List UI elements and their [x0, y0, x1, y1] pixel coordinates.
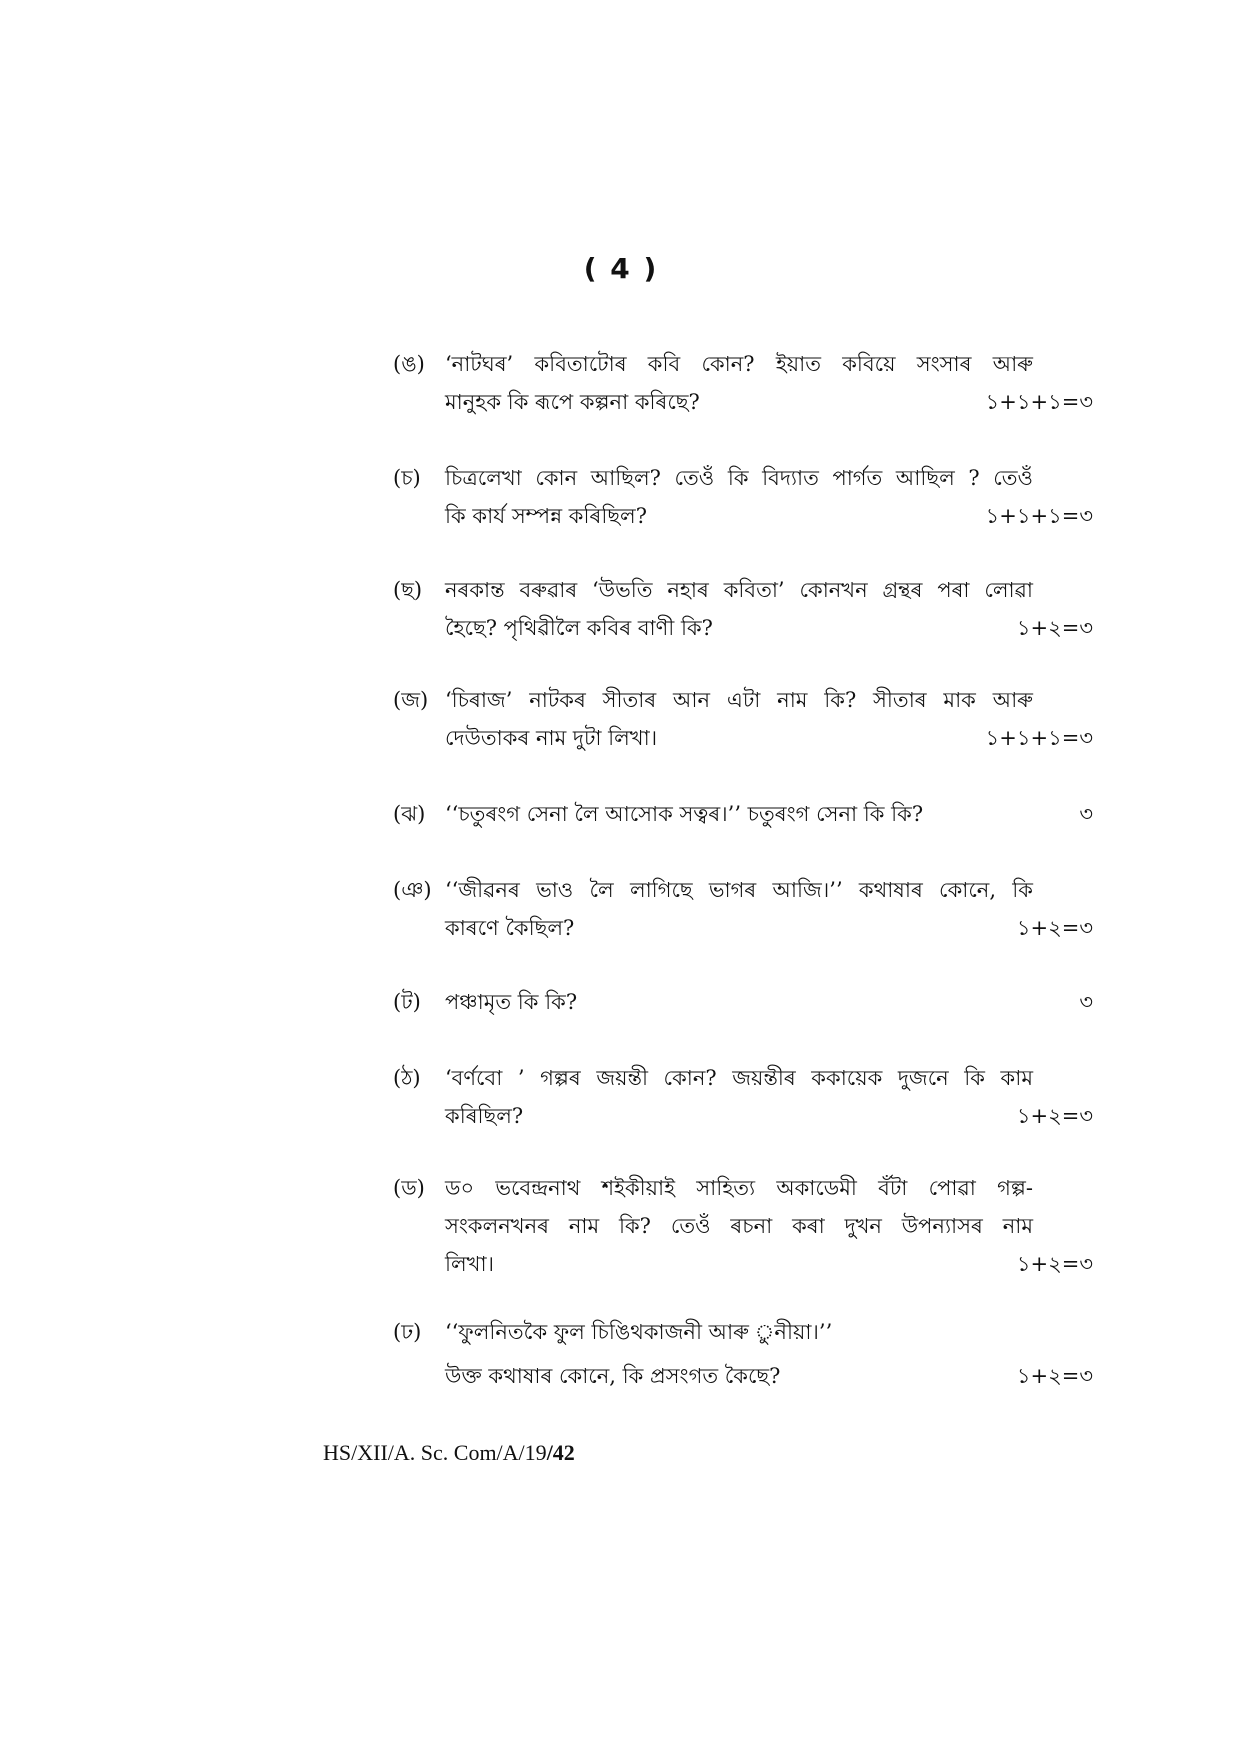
question-text-line: কাৰণে কৈছিল?	[445, 916, 575, 940]
marks: ১+২=৩	[1016, 1252, 1093, 1276]
question-label: (ড)	[393, 1176, 425, 1200]
question-text-line: ‘‘ফুলনিতকৈ ফুল চিঙিথকাজনী আৰু ুনীয়া।’’	[445, 1320, 833, 1344]
question-text-line: চিত্ৰলেখা কোন আছিল? তেওঁ কি বিদ্যাত পাৰ্গত আছিল ? তেওঁ	[445, 466, 1033, 490]
question-label: (ঙ)	[393, 352, 425, 376]
paper-code-text: HS/XII/A. Sc. Com/A/19	[323, 1440, 547, 1465]
question-text-line: লিখা।	[445, 1252, 495, 1276]
question-text-line: পঞ্চামৃত কি কি?	[445, 990, 578, 1014]
question-text-line: ড০ ভবেন্দ্ৰনাথ শইকীয়াই সাহিত্য অকাডেমী বঁটা পোৱা গল্প-	[445, 1176, 1033, 1200]
question-label: (চ)	[393, 466, 421, 490]
marks: ১+২=৩	[1016, 1104, 1093, 1128]
question-text-line: ‘বৰ্ণবো ’ গল্পৰ জয়ন্তী কোন? জয়ন্তীৰ ককায়েক দুজনে কি কাম	[445, 1066, 1033, 1090]
question-text-line: ‘চিৰাজ’ নাটকৰ সীতাৰ আন এটা নাম কি? সীতাৰ মাক আৰু	[445, 688, 1033, 712]
marks: ১+২=৩	[1016, 916, 1093, 940]
question-label: (জ)	[393, 688, 429, 712]
question-label: (ট)	[393, 990, 421, 1014]
question-text-line: দেউতাকৰ নাম দুটা লিখা।	[445, 726, 658, 750]
question-text-line: নৰকান্ত বৰুৱাৰ ‘উভতি নহাৰ কবিতা’ কোনখন গ্ৰন্থৰ পৰা লোৱা	[445, 578, 1033, 602]
question-text-line: কৰিছিল?	[445, 1104, 524, 1128]
question-label: (ঢ)	[393, 1320, 422, 1344]
question-text-line: সংকলনখনৰ নাম কি? তেওঁ ৰচনা কৰা দুখন উপন্যাসৰ নাম	[445, 1214, 1033, 1238]
marks: ১+১+১=৩	[985, 504, 1093, 528]
question-text-line: উক্ত কথাষাৰ কোনে, কি প্ৰসংগত কৈছে?	[445, 1364, 781, 1388]
question-text-line: ‘‘চতুৰংগ সেনা লৈ আসোক সত্বৰ।’’ চতুৰংগ সেনা কি কি?	[445, 802, 924, 826]
page-number: ( 4 )	[583, 252, 659, 285]
marks: ১+২=৩	[1016, 1364, 1093, 1388]
marks: ১+১+১=৩	[985, 390, 1093, 414]
marks: ৩	[1079, 802, 1093, 826]
question-label: (ঝ)	[393, 802, 426, 826]
question-text-line: কি কাৰ্য সম্পন্ন কৰিছিল?	[445, 504, 647, 528]
paper-number: /42	[546, 1440, 575, 1465]
question-text-line: ‘নাটঘৰ’ কবিতাটোৰ কবি কোন? ইয়াত কবিয়ে সংসাৰ আৰু	[445, 352, 1033, 376]
paper-code	[323, 1440, 575, 1466]
question-text-line: ‘‘জীৱনৰ ভাও লৈ লাগিছে ভাগৰ আজি।’’ কথাষাৰ কোনে, কি	[445, 878, 1033, 902]
marks: ১+১+১=৩	[985, 726, 1093, 750]
marks: ৩	[1079, 990, 1093, 1014]
question-text-line: হৈছে? পৃথিৱীলৈ কবিৰ বাণী কি?	[445, 616, 713, 640]
question-text-line: মানুহক কি ৰূপে কল্পনা কৰিছে?	[445, 390, 700, 414]
question-label: (ঞ)	[393, 878, 432, 902]
question-label: (ঠ)	[393, 1066, 421, 1090]
question-label: (ছ)	[393, 578, 423, 602]
marks: ১+২=৩	[1016, 616, 1093, 640]
